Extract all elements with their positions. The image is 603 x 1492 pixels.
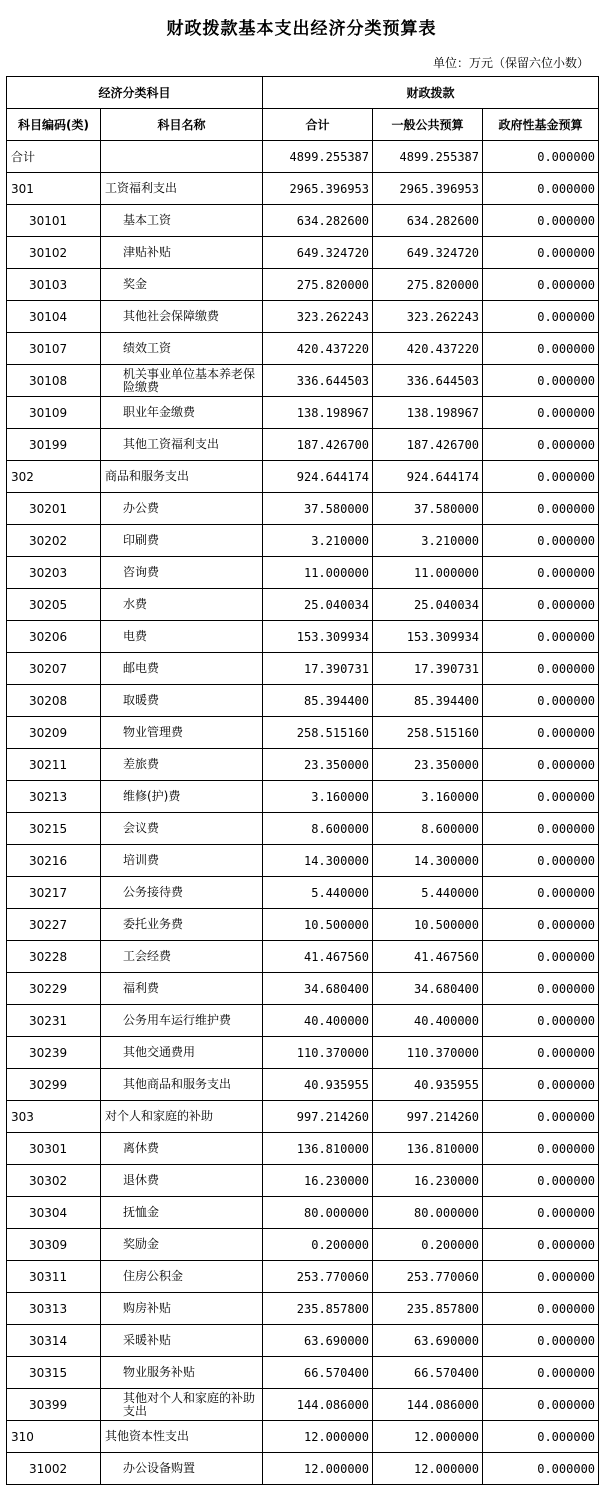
cell-general: 634.282600 — [373, 205, 483, 237]
cell-total: 14.300000 — [263, 845, 373, 877]
cell-fund: 0.000000 — [483, 301, 599, 333]
table-row — [7, 1101, 599, 1133]
cell-general: 63.690000 — [373, 1325, 483, 1357]
table-row — [7, 1069, 599, 1101]
cell-fund: 0.000000 — [483, 1037, 599, 1069]
table-row — [7, 1005, 599, 1037]
cell-name: 工资福利支出 — [101, 173, 263, 205]
cell-general: 2965.396953 — [373, 173, 483, 205]
table-row — [7, 237, 599, 269]
cell-general: 12.000000 — [373, 1453, 483, 1485]
cell-name: 福利费 — [101, 973, 263, 1005]
table-row — [7, 621, 599, 653]
cell-general: 23.350000 — [373, 749, 483, 781]
cell-code: 30227 — [7, 909, 101, 941]
table-body — [7, 141, 599, 1485]
table-row — [7, 397, 599, 429]
cell-code: 30231 — [7, 1005, 101, 1037]
cell-fund: 0.000000 — [483, 461, 599, 493]
cell-fund: 0.000000 — [483, 173, 599, 205]
cell-total: 138.198967 — [263, 397, 373, 429]
cell-general: 153.309934 — [373, 621, 483, 653]
cell-code: 30101 — [7, 205, 101, 237]
cell-code: 30302 — [7, 1165, 101, 1197]
cell-code: 30301 — [7, 1133, 101, 1165]
cell-code: 302 — [7, 461, 101, 493]
cell-fund: 0.000000 — [483, 1101, 599, 1133]
table-row — [7, 973, 599, 1005]
cell-fund: 0.000000 — [483, 781, 599, 813]
cell-total: 34.680400 — [263, 973, 373, 1005]
cell-total: 235.857800 — [263, 1293, 373, 1325]
table-row — [7, 749, 599, 781]
cell-code: 30228 — [7, 941, 101, 973]
cell-total: 3.160000 — [263, 781, 373, 813]
cell-code: 310 — [7, 1421, 101, 1453]
table-row — [7, 173, 599, 205]
cell-total: 40.935955 — [263, 1069, 373, 1101]
cell-code: 301 — [7, 173, 101, 205]
cell-fund: 0.000000 — [483, 1005, 599, 1037]
header-name: 科目名称 — [101, 109, 263, 141]
cell-name: 办公设备购置 — [101, 1453, 263, 1485]
budget-table — [6, 76, 599, 1485]
cell-name: 取暖费 — [101, 685, 263, 717]
cell-fund: 0.000000 — [483, 269, 599, 301]
cell-fund: 0.000000 — [483, 1389, 599, 1421]
cell-total: 110.370000 — [263, 1037, 373, 1069]
table-row — [7, 205, 599, 237]
cell-code: 30213 — [7, 781, 101, 813]
cell-code: 30304 — [7, 1197, 101, 1229]
cell-code: 30313 — [7, 1293, 101, 1325]
cell-general: 4899.255387 — [373, 141, 483, 173]
cell-name: 奖励金 — [101, 1229, 263, 1261]
cell-name: 离休费 — [101, 1133, 263, 1165]
cell-name: 其他交通费用 — [101, 1037, 263, 1069]
cell-code: 30239 — [7, 1037, 101, 1069]
cell-total: 12.000000 — [263, 1421, 373, 1453]
cell-general: 336.644503 — [373, 365, 483, 397]
cell-general: 649.324720 — [373, 237, 483, 269]
table-row — [7, 461, 599, 493]
cell-total: 40.400000 — [263, 1005, 373, 1037]
unit-note: 单位：万元（保留六位小数） — [432, 56, 589, 70]
cell-total: 8.600000 — [263, 813, 373, 845]
cell-name: 住房公积金 — [101, 1261, 263, 1293]
cell-general: 323.262243 — [373, 301, 483, 333]
cell-total: 420.437220 — [263, 333, 373, 365]
table-row — [7, 333, 599, 365]
cell-fund: 0.000000 — [483, 685, 599, 717]
table-row — [7, 1229, 599, 1261]
cell-code: 30107 — [7, 333, 101, 365]
cell-code: 30208 — [7, 685, 101, 717]
header-code: 科目编码(类) — [7, 109, 101, 141]
cell-name: 物业服务补贴 — [101, 1357, 263, 1389]
cell-name: 物业管理费 — [101, 717, 263, 749]
cell-general: 3.210000 — [373, 525, 483, 557]
cell-fund: 0.000000 — [483, 1229, 599, 1261]
cell-total: 5.440000 — [263, 877, 373, 909]
cell-fund: 0.000000 — [483, 333, 599, 365]
cell-name: 抚恤金 — [101, 1197, 263, 1229]
cell-general: 235.857800 — [373, 1293, 483, 1325]
cell-name: 其他资本性支出 — [101, 1421, 263, 1453]
cell-general: 258.515160 — [373, 717, 483, 749]
cell-total: 258.515160 — [263, 717, 373, 749]
cell-fund: 0.000000 — [483, 1197, 599, 1229]
cell-fund: 0.000000 — [483, 973, 599, 1005]
cell-name: 咨询费 — [101, 557, 263, 589]
cell-name: 采暖补贴 — [101, 1325, 263, 1357]
cell-name: 津贴补贴 — [101, 237, 263, 269]
cell-fund: 0.000000 — [483, 1261, 599, 1293]
cell-name: 退休费 — [101, 1165, 263, 1197]
table-row — [7, 909, 599, 941]
table-row — [7, 653, 599, 685]
cell-general: 37.580000 — [373, 493, 483, 525]
cell-fund: 0.000000 — [483, 237, 599, 269]
cell-general: 136.810000 — [373, 1133, 483, 1165]
cell-fund: 0.000000 — [483, 141, 599, 173]
cell-general: 80.000000 — [373, 1197, 483, 1229]
cell-total: 253.770060 — [263, 1261, 373, 1293]
cell-total: 12.000000 — [263, 1453, 373, 1485]
cell-fund: 0.000000 — [483, 653, 599, 685]
cell-general: 420.437220 — [373, 333, 483, 365]
table-row — [7, 1261, 599, 1293]
cell-fund: 0.000000 — [483, 1325, 599, 1357]
cell-total: 997.214260 — [263, 1101, 373, 1133]
cell-fund: 0.000000 — [483, 845, 599, 877]
cell-total: 136.810000 — [263, 1133, 373, 1165]
cell-general: 8.600000 — [373, 813, 483, 845]
cell-general: 187.426700 — [373, 429, 483, 461]
cell-general: 924.644174 — [373, 461, 483, 493]
cell-name: 会议费 — [101, 813, 263, 845]
cell-fund: 0.000000 — [483, 813, 599, 845]
cell-fund: 0.000000 — [483, 429, 599, 461]
cell-general: 0.200000 — [373, 1229, 483, 1261]
cell-fund: 0.000000 — [483, 205, 599, 237]
cell-general: 10.500000 — [373, 909, 483, 941]
cell-total: 144.086000 — [263, 1389, 373, 1421]
cell-code: 30315 — [7, 1357, 101, 1389]
cell-fund: 0.000000 — [483, 493, 599, 525]
cell-total: 10.500000 — [263, 909, 373, 941]
table-row — [7, 685, 599, 717]
cell-general: 16.230000 — [373, 1165, 483, 1197]
cell-name: 水费 — [101, 589, 263, 621]
cell-code: 30399 — [7, 1389, 101, 1421]
cell-code: 30205 — [7, 589, 101, 621]
cell-code: 30206 — [7, 621, 101, 653]
cell-fund: 0.000000 — [483, 1165, 599, 1197]
cell-code: 30211 — [7, 749, 101, 781]
cell-code: 30299 — [7, 1069, 101, 1101]
cell-code: 30216 — [7, 845, 101, 877]
cell-code: 30109 — [7, 397, 101, 429]
table-row — [7, 1165, 599, 1197]
cell-general: 11.000000 — [373, 557, 483, 589]
cell-code: 30229 — [7, 973, 101, 1005]
header-fund: 政府性基金预算 — [483, 109, 599, 141]
cell-fund: 0.000000 — [483, 589, 599, 621]
cell-fund: 0.000000 — [483, 365, 599, 397]
cell-name: 其他对个人和家庭的补助支出 — [101, 1389, 263, 1421]
cell-total: 153.309934 — [263, 621, 373, 653]
cell-general: 253.770060 — [373, 1261, 483, 1293]
cell-general: 34.680400 — [373, 973, 483, 1005]
cell-name: 其他工资福利支出 — [101, 429, 263, 461]
cell-name: 机关事业单位基本养老保险缴费 — [101, 365, 263, 397]
cell-total: 63.690000 — [263, 1325, 373, 1357]
table-row — [7, 1357, 599, 1389]
cell-total: 66.570400 — [263, 1357, 373, 1389]
table-row — [7, 1037, 599, 1069]
cell-fund: 0.000000 — [483, 717, 599, 749]
cell-general: 997.214260 — [373, 1101, 483, 1133]
cell-general: 138.198967 — [373, 397, 483, 429]
cell-general: 17.390731 — [373, 653, 483, 685]
cell-fund: 0.000000 — [483, 1421, 599, 1453]
cell-code: 30199 — [7, 429, 101, 461]
cell-name: 基本工资 — [101, 205, 263, 237]
cell-name: 邮电费 — [101, 653, 263, 685]
cell-total: 187.426700 — [263, 429, 373, 461]
cell-name: 差旅费 — [101, 749, 263, 781]
cell-fund: 0.000000 — [483, 1357, 599, 1389]
cell-code: 30309 — [7, 1229, 101, 1261]
cell-code: 30311 — [7, 1261, 101, 1293]
table-row — [7, 1389, 599, 1421]
cell-general: 144.086000 — [373, 1389, 483, 1421]
cell-general: 25.040034 — [373, 589, 483, 621]
cell-code: 30103 — [7, 269, 101, 301]
table-row — [7, 1197, 599, 1229]
cell-fund: 0.000000 — [483, 1133, 599, 1165]
cell-total: 17.390731 — [263, 653, 373, 685]
cell-name — [101, 141, 263, 173]
cell-fund: 0.000000 — [483, 621, 599, 653]
cell-name: 商品和服务支出 — [101, 461, 263, 493]
table-row — [7, 493, 599, 525]
cell-code: 30209 — [7, 717, 101, 749]
cell-code: 30108 — [7, 365, 101, 397]
cell-fund: 0.000000 — [483, 557, 599, 589]
cell-total: 275.820000 — [263, 269, 373, 301]
cell-name: 公务接待费 — [101, 877, 263, 909]
cell-code: 30207 — [7, 653, 101, 685]
cell-name: 其他社会保障缴费 — [101, 301, 263, 333]
cell-general: 41.467560 — [373, 941, 483, 973]
cell-total: 37.580000 — [263, 493, 373, 525]
table-row — [7, 365, 599, 397]
cell-name: 购房补贴 — [101, 1293, 263, 1325]
cell-code: 30215 — [7, 813, 101, 845]
cell-total: 25.040034 — [263, 589, 373, 621]
header-group-row — [7, 77, 599, 109]
cell-name: 对个人和家庭的补助 — [101, 1101, 263, 1133]
cell-total: 323.262243 — [263, 301, 373, 333]
table-row — [7, 1453, 599, 1485]
cell-code: 30203 — [7, 557, 101, 589]
cell-general: 14.300000 — [373, 845, 483, 877]
cell-name: 奖金 — [101, 269, 263, 301]
cell-code: 30217 — [7, 877, 101, 909]
header-general: 一般公共预算 — [373, 109, 483, 141]
cell-name: 职业年金缴费 — [101, 397, 263, 429]
header-group-fiscal: 财政拨款 — [263, 77, 599, 109]
cell-total: 23.350000 — [263, 749, 373, 781]
table-row — [7, 845, 599, 877]
cell-code: 30314 — [7, 1325, 101, 1357]
table-row — [7, 1421, 599, 1453]
table-row — [7, 141, 599, 173]
cell-total: 16.230000 — [263, 1165, 373, 1197]
cell-name: 公务用车运行维护费 — [101, 1005, 263, 1037]
cell-name: 电费 — [101, 621, 263, 653]
cell-code: 合计 — [7, 141, 101, 173]
cell-general: 3.160000 — [373, 781, 483, 813]
cell-general: 85.394400 — [373, 685, 483, 717]
cell-general: 12.000000 — [373, 1421, 483, 1453]
cell-general: 66.570400 — [373, 1357, 483, 1389]
cell-name: 办公费 — [101, 493, 263, 525]
table-row — [7, 941, 599, 973]
cell-total: 4899.255387 — [263, 141, 373, 173]
cell-name: 委托业务费 — [101, 909, 263, 941]
table-row — [7, 301, 599, 333]
cell-general: 5.440000 — [373, 877, 483, 909]
cell-general: 40.400000 — [373, 1005, 483, 1037]
cell-code: 30201 — [7, 493, 101, 525]
table-row — [7, 589, 599, 621]
table-row — [7, 1133, 599, 1165]
cell-name: 维修(护)费 — [101, 781, 263, 813]
header-column-row — [7, 109, 599, 141]
cell-total: 336.644503 — [263, 365, 373, 397]
cell-general: 110.370000 — [373, 1037, 483, 1069]
cell-fund: 0.000000 — [483, 1293, 599, 1325]
header-total: 合计 — [263, 109, 373, 141]
table-row — [7, 1293, 599, 1325]
cell-name: 工会经费 — [101, 941, 263, 973]
header-group-economic: 经济分类科目 — [7, 77, 263, 109]
cell-total: 0.200000 — [263, 1229, 373, 1261]
cell-total: 649.324720 — [263, 237, 373, 269]
cell-fund: 0.000000 — [483, 877, 599, 909]
cell-general: 40.935955 — [373, 1069, 483, 1101]
cell-name: 绩效工资 — [101, 333, 263, 365]
table-row — [7, 429, 599, 461]
cell-fund: 0.000000 — [483, 525, 599, 557]
cell-total: 85.394400 — [263, 685, 373, 717]
table-row — [7, 269, 599, 301]
cell-code: 31002 — [7, 1453, 101, 1485]
cell-fund: 0.000000 — [483, 1453, 599, 1485]
cell-code: 30202 — [7, 525, 101, 557]
table-row — [7, 813, 599, 845]
page-title: 财政拨款基本支出经济分类预算表 — [166, 19, 437, 39]
cell-code: 30104 — [7, 301, 101, 333]
cell-fund: 0.000000 — [483, 1069, 599, 1101]
cell-name: 其他商品和服务支出 — [101, 1069, 263, 1101]
cell-name: 培训费 — [101, 845, 263, 877]
table-row — [7, 1325, 599, 1357]
cell-total: 3.210000 — [263, 525, 373, 557]
cell-total: 924.644174 — [263, 461, 373, 493]
cell-fund: 0.000000 — [483, 909, 599, 941]
cell-fund: 0.000000 — [483, 941, 599, 973]
table-row — [7, 781, 599, 813]
cell-fund: 0.000000 — [483, 749, 599, 781]
cell-fund: 0.000000 — [483, 397, 599, 429]
cell-total: 80.000000 — [263, 1197, 373, 1229]
cell-total: 11.000000 — [263, 557, 373, 589]
cell-code: 303 — [7, 1101, 101, 1133]
table-row — [7, 525, 599, 557]
cell-total: 2965.396953 — [263, 173, 373, 205]
cell-name: 印刷费 — [101, 525, 263, 557]
table-row — [7, 557, 599, 589]
table-row — [7, 877, 599, 909]
cell-total: 634.282600 — [263, 205, 373, 237]
cell-code: 30102 — [7, 237, 101, 269]
table-row — [7, 717, 599, 749]
cell-total: 41.467560 — [263, 941, 373, 973]
cell-general: 275.820000 — [373, 269, 483, 301]
